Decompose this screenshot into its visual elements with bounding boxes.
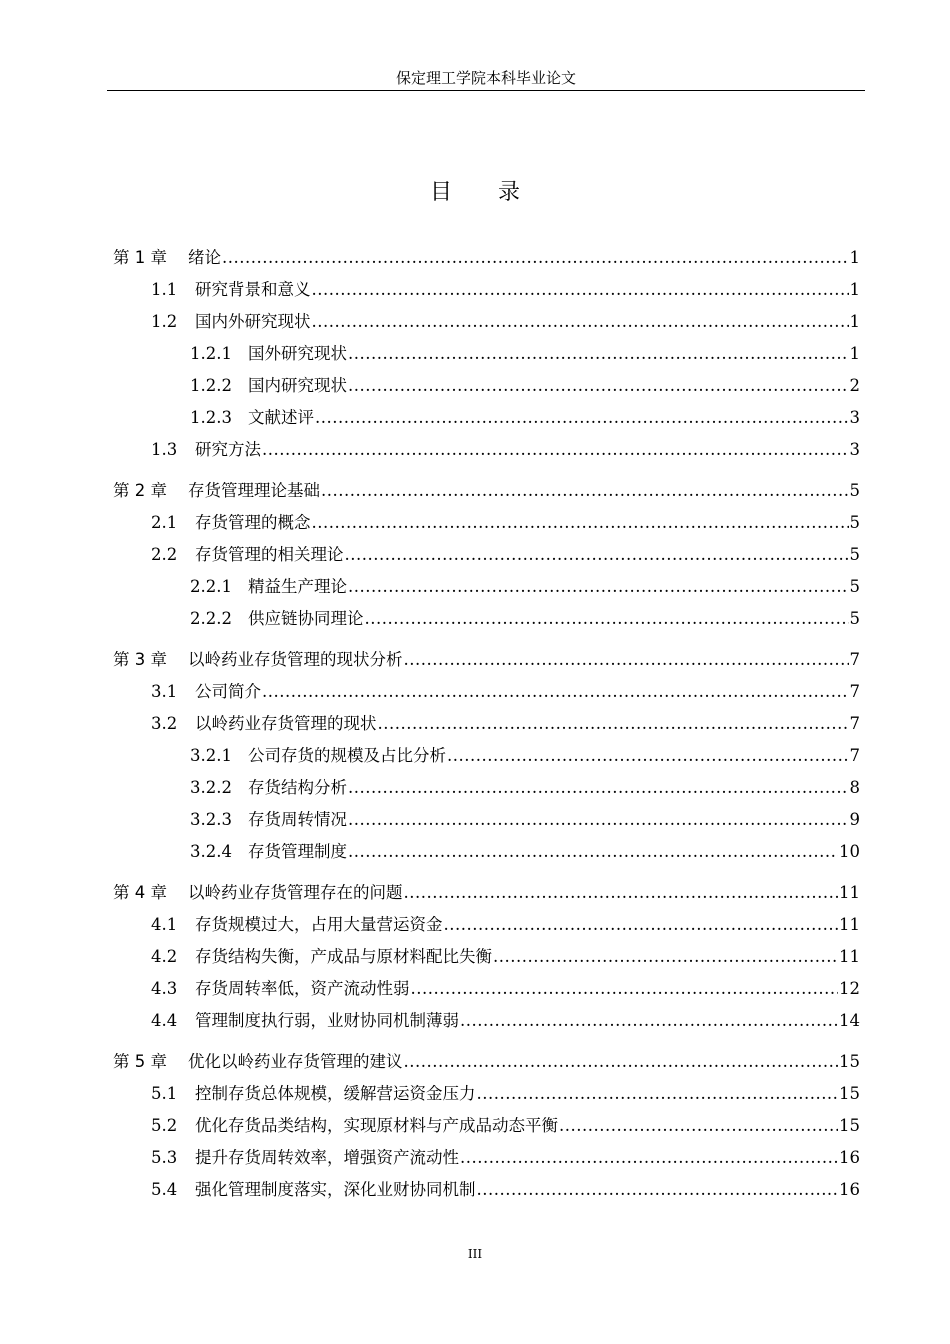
toc-entry-number: 5.1	[151, 1084, 178, 1103]
toc-entry-page: 1	[849, 248, 860, 267]
toc-entry-title: 控制存货总体规模，缓解营运资金压力	[195, 1084, 476, 1103]
toc-entry-number: 第 4 章	[113, 883, 167, 902]
toc-entry-number: 2.2	[151, 545, 178, 564]
toc-dot-leader	[312, 512, 849, 534]
toc-chapter-entry[interactable]	[113, 649, 860, 671]
toc-entry-number: 第 3 章	[113, 650, 167, 669]
toc-section-entry[interactable]	[151, 279, 860, 301]
toc-entry-page: 1	[849, 344, 860, 363]
toc-dot-leader	[559, 1115, 838, 1137]
page-header: 保定理工学院本科毕业论文	[395, 69, 576, 87]
toc-entry-title: 公司存货的规模及占比分析	[248, 746, 446, 765]
toc-entry-title: 绪论	[188, 248, 221, 267]
toc-entry-number: 第 2 章	[113, 481, 167, 500]
toc-section-entry[interactable]	[151, 1179, 860, 1201]
toc-section-entry[interactable]	[151, 914, 860, 936]
toc-dot-leader	[477, 1179, 839, 1201]
toc-entry-page: 11	[839, 883, 860, 902]
toc-section-entry[interactable]	[151, 512, 860, 534]
header-rule	[107, 90, 865, 91]
toc-entry-page: 7	[849, 746, 860, 765]
toc-entry-page: 5	[849, 545, 860, 564]
toc-entry-title: 研究方法	[195, 440, 261, 459]
toc-entry-number: 1.2.3	[190, 408, 232, 427]
toc-entry-title: 国外研究现状	[248, 344, 347, 363]
toc-entry-page: 15	[839, 1052, 860, 1071]
toc-entry-page: 5	[849, 609, 860, 628]
toc-entry-title: 存货周转率低，资产流动性弱	[195, 979, 410, 998]
toc-dot-leader	[460, 1147, 838, 1169]
toc-entry-number: 2.2.2	[190, 609, 232, 628]
toc-dot-leader	[312, 311, 849, 333]
toc-dot-leader	[404, 649, 849, 671]
toc-entry-title: 以岭药业存货管理的现状分析	[188, 650, 403, 669]
toc-dot-leader	[477, 1083, 839, 1105]
toc-entry-number: 第 5 章	[113, 1052, 167, 1071]
toc-entry-page: 12	[839, 979, 860, 998]
toc-entry-title: 文献述评	[248, 408, 314, 427]
toc-entry-title: 精益生产理论	[248, 577, 347, 596]
toc-dot-leader	[312, 279, 849, 301]
toc-dot-leader	[348, 777, 849, 799]
toc-entry-number: 第 1 章	[113, 248, 167, 267]
toc-dot-leader	[262, 681, 849, 703]
toc-entry-title: 研究背景和意义	[195, 280, 311, 299]
toc-section-entry[interactable]	[151, 311, 860, 333]
toc-section-entry[interactable]	[151, 439, 860, 461]
toc-entry-number: 4.1	[151, 915, 178, 934]
toc-dot-leader	[348, 576, 849, 598]
toc-entry-page: 7	[849, 714, 860, 733]
toc-entry-page: 2	[849, 376, 860, 395]
toc-entry-page: 5	[849, 577, 860, 596]
toc-dot-leader	[315, 407, 849, 429]
toc-dot-leader	[447, 745, 849, 767]
toc-section-entry[interactable]	[151, 978, 860, 1000]
toc-section-entry[interactable]	[151, 1147, 860, 1169]
toc-section-entry[interactable]	[190, 608, 860, 630]
toc-dot-leader	[348, 841, 838, 863]
toc-entry-page: 10	[839, 842, 860, 861]
toc-dot-leader	[460, 1010, 838, 1032]
toc-entry-page: 8	[849, 778, 860, 797]
toc-dot-leader	[404, 1051, 839, 1073]
toc-entry-page: 11	[839, 915, 860, 934]
toc-entry-page: 16	[839, 1148, 860, 1167]
toc-entry-number: 3.2.3	[190, 810, 232, 829]
toc-dot-leader	[348, 343, 849, 365]
toc-dot-leader	[493, 946, 838, 968]
toc-entry-number: 5.4	[151, 1180, 178, 1199]
toc-entry-page: 7	[849, 650, 860, 669]
toc-entry-title: 国内外研究现状	[195, 312, 311, 331]
toc-entry-title: 公司简介	[195, 682, 261, 701]
toc-section-entry[interactable]	[190, 375, 860, 397]
toc-entry-number: 3.2.2	[190, 778, 232, 797]
toc-entry-page: 3	[849, 440, 860, 459]
toc-entry-number: 3.2	[151, 714, 178, 733]
toc-section-entry[interactable]	[190, 809, 860, 831]
toc-entry-title: 存货管理制度	[248, 842, 347, 861]
toc-section-entry[interactable]	[151, 1115, 860, 1137]
toc-chapter-entry[interactable]	[113, 247, 860, 269]
toc-entry-number: 3.1	[151, 682, 178, 701]
toc-entry-title: 强化管理制度落实，深化业财协同机制	[195, 1180, 476, 1199]
toc-entry-number: 1.2.2	[190, 376, 232, 395]
toc-entry-title: 以岭药业存货管理存在的问题	[188, 883, 403, 902]
toc-chapter-entry[interactable]	[113, 882, 860, 904]
toc-entry-page: 1	[849, 280, 860, 299]
toc-section-entry[interactable]	[190, 745, 860, 767]
toc-dot-leader	[321, 480, 849, 502]
toc-dot-leader	[365, 608, 849, 630]
toc-section-entry[interactable]	[190, 343, 860, 365]
toc-section-entry[interactable]	[190, 841, 860, 863]
toc-dot-leader	[345, 544, 849, 566]
toc-chapter-entry[interactable]	[113, 480, 860, 502]
toc-entry-title: 提升存货周转效率，增强资产流动性	[195, 1148, 459, 1167]
toc-section-entry[interactable]	[151, 544, 860, 566]
toc-entry-title: 存货结构失衡，产成品与原材料配比失衡	[195, 947, 492, 966]
toc-entry-title: 国内研究现状	[248, 376, 347, 395]
toc-dot-leader	[404, 882, 839, 904]
toc-section-entry[interactable]	[151, 1010, 860, 1032]
toc-entry-number: 1.2.1	[190, 344, 232, 363]
toc-entry-title: 存货管理的概念	[195, 513, 311, 532]
toc-entry-title: 供应链协同理论	[248, 609, 364, 628]
toc-section-entry[interactable]	[151, 1083, 860, 1105]
toc-entry-number: 3.2.4	[190, 842, 232, 861]
toc-entry-title: 存货管理的相关理论	[195, 545, 344, 564]
toc-entry-number: 4.4	[151, 1011, 178, 1030]
toc-entry-number: 2.1	[151, 513, 178, 532]
toc-entry-title: 优化以岭药业存货管理的建议	[188, 1052, 403, 1071]
toc-section-entry[interactable]	[190, 576, 860, 598]
toc-entry-number: 1.3	[151, 440, 178, 459]
toc-entry-page: 5	[849, 513, 860, 532]
page-number: III	[467, 1247, 483, 1261]
toc-dot-leader	[222, 247, 849, 269]
toc-entry-number: 4.2	[151, 947, 178, 966]
toc-entry-title: 管理制度执行弱，业财协同机制薄弱	[195, 1011, 459, 1030]
toc-entry-page: 15	[839, 1116, 860, 1135]
toc-entry-number: 2.2.1	[190, 577, 232, 596]
toc-entry-title: 优化存货品类结构，实现原材料与产成品动态平衡	[195, 1116, 558, 1135]
toc-entry-number: 5.2	[151, 1116, 178, 1135]
toc-entry-page: 5	[849, 481, 860, 500]
toc-entry-page: 1	[849, 312, 860, 331]
toc-entry-title: 存货规模过大，占用大量营运资金	[195, 915, 443, 934]
toc-dot-leader	[262, 439, 849, 461]
toc-section-entry[interactable]	[190, 407, 860, 429]
toc-entry-number: 3.2.1	[190, 746, 232, 765]
toc-entry-page: 9	[849, 810, 860, 829]
toc-entry-page: 15	[839, 1084, 860, 1103]
toc-section-entry[interactable]	[190, 777, 860, 799]
toc-entry-title: 以岭药业存货管理的现状	[195, 714, 377, 733]
toc-dot-leader	[378, 713, 849, 735]
toc-dot-leader	[348, 375, 849, 397]
toc-entry-number: 4.3	[151, 979, 178, 998]
toc-entry-page: 3	[849, 408, 860, 427]
toc-entry-page: 14	[839, 1011, 860, 1030]
toc-entry-number: 1.2	[151, 312, 178, 331]
toc-dot-leader	[348, 809, 849, 831]
toc-entry-number: 1.1	[151, 280, 178, 299]
toc-dot-leader	[411, 978, 839, 1000]
toc-title: 目录	[429, 180, 566, 205]
toc-entry-title: 存货管理理论基础	[188, 481, 320, 500]
toc-entry-page: 7	[849, 682, 860, 701]
toc-section-entry[interactable]	[151, 713, 860, 735]
toc-section-entry[interactable]	[151, 681, 860, 703]
toc-section-entry[interactable]	[151, 946, 860, 968]
toc-entry-title: 存货周转情况	[248, 810, 347, 829]
toc-dot-leader	[444, 914, 839, 936]
toc-entry-title: 存货结构分析	[248, 778, 347, 797]
toc-entry-page: 16	[839, 1180, 860, 1199]
toc-entry-number: 5.3	[151, 1148, 178, 1167]
toc-entry-page: 11	[839, 947, 860, 966]
toc-chapter-entry[interactable]	[113, 1051, 860, 1073]
